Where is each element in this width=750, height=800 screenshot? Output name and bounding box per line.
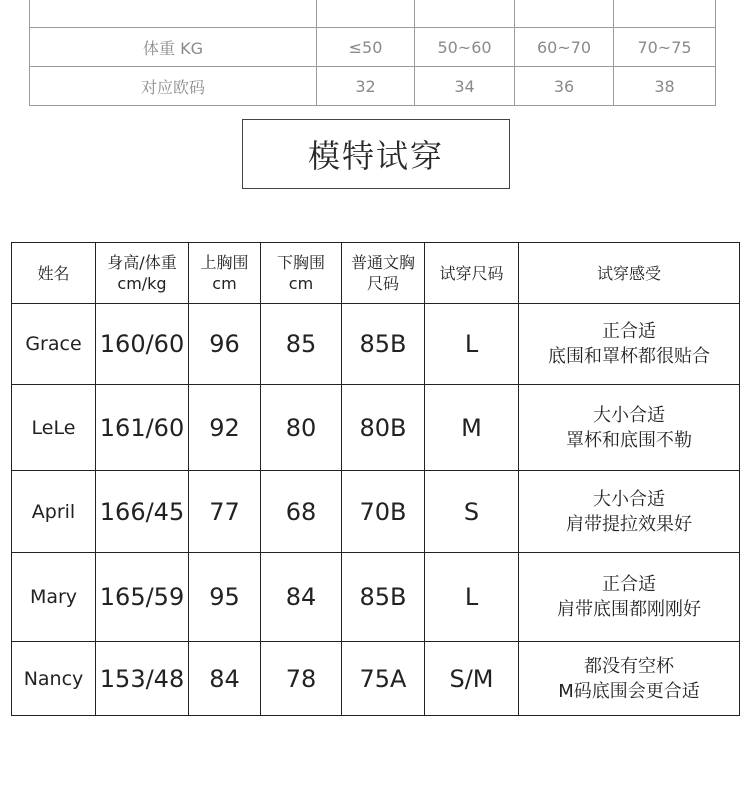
feedback-line: 都没有空杯 (584, 655, 674, 677)
feedback-line: 正合适 (602, 574, 656, 595)
under-bust-cell: 68 (261, 471, 342, 553)
table-row (12, 471, 740, 553)
feedback-line: 大小合适 (593, 404, 665, 426)
header-line: 身高/体重 (107, 253, 177, 272)
header-line: 普通文胸 (350, 253, 415, 272)
fitting-feedback-cell (519, 304, 740, 385)
try-size-cell: L (425, 304, 519, 385)
size-cell: ≤50 (317, 28, 415, 67)
bra-size-cell: 85B (342, 553, 425, 642)
height-weight-cell: 161/60 (96, 385, 189, 471)
column-header (519, 243, 740, 304)
size-cell (614, 0, 716, 28)
bra-size-cell: 70B (342, 471, 425, 553)
header-line: cm/kg (117, 274, 167, 293)
fitting-feedback-cell (519, 471, 740, 553)
feedback-line: 肩带提拉效果好 (566, 513, 692, 535)
under-bust-cell: 85 (261, 304, 342, 385)
feedback-line: 罩杯和底围不勒 (566, 429, 692, 451)
feedback-line: 底围和罩杯都很贴合 (548, 346, 710, 367)
table-row (12, 553, 740, 642)
under-bust-cell: 80 (261, 385, 342, 471)
size-cell: 36 (515, 67, 614, 106)
section-title: 模特试穿 (242, 119, 510, 189)
size-cell (317, 0, 415, 28)
size-table-row (30, 67, 716, 106)
model-name-cell: April (12, 471, 96, 553)
model-name-cell: Nancy (12, 642, 96, 716)
fitting-feedback-cell (519, 642, 740, 716)
upper-bust-cell: 77 (189, 471, 261, 553)
header-line: 试穿感受 (596, 263, 661, 283)
size-row-label: 对应欧码 (30, 67, 317, 106)
table-row (12, 304, 740, 385)
height-weight-cell: 165/59 (96, 553, 189, 642)
upper-bust-cell: 95 (189, 553, 261, 642)
size-row-label: 体重 KG (30, 28, 317, 67)
header-line: 姓名 (37, 263, 70, 283)
height-weight-cell: 166/45 (96, 471, 189, 553)
under-bust-cell: 78 (261, 642, 342, 716)
model-name-cell: LeLe (12, 385, 96, 471)
size-cell: 34 (415, 67, 515, 106)
fitting-feedback-cell (519, 385, 740, 471)
column-header (189, 243, 261, 304)
header-line: 试穿尺码 (439, 263, 504, 283)
upper-bust-cell: 92 (189, 385, 261, 471)
under-bust-cell: 84 (261, 553, 342, 642)
model-name-cell: Mary (12, 553, 96, 642)
header-line: 尺码 (366, 274, 399, 293)
try-size-cell: S (425, 471, 519, 553)
header-line: 下胸围 (276, 253, 325, 272)
size-cell (415, 0, 515, 28)
column-header (12, 243, 96, 304)
height-weight-cell: 160/60 (96, 304, 189, 385)
try-size-cell: M (425, 385, 519, 471)
upper-bust-cell: 96 (189, 304, 261, 385)
feedback-line: 大小合适 (593, 488, 665, 510)
bra-size-cell: 80B (342, 385, 425, 471)
size-cell: 50~60 (415, 28, 515, 67)
column-header (425, 243, 519, 304)
table-row (12, 385, 740, 471)
fitting-feedback-cell (519, 553, 740, 642)
column-header (342, 243, 425, 304)
header-line: cm (288, 274, 314, 293)
try-size-cell: L (425, 553, 519, 642)
table-row (12, 642, 740, 716)
size-cell: 70~75 (614, 28, 716, 67)
size-cell: 38 (614, 67, 716, 106)
bra-size-cell: 75A (342, 642, 425, 716)
table-header-row (12, 243, 740, 304)
upper-bust-cell: 84 (189, 642, 261, 716)
feedback-line: 正合适 (602, 321, 656, 342)
model-fitting-table (11, 242, 740, 716)
column-header (96, 243, 189, 304)
bra-size-cell: 85B (342, 304, 425, 385)
header-line: 上胸围 (200, 253, 249, 272)
size-cell (515, 0, 614, 28)
size-cell: 32 (317, 67, 415, 106)
size-table-row (30, 28, 716, 67)
header-line: cm (212, 274, 237, 293)
feedback-line: 肩带底围都刚刚好 (557, 599, 701, 620)
size-table (29, 0, 716, 106)
height-weight-cell: 153/48 (96, 642, 189, 716)
size-table-row (30, 0, 716, 28)
feedback-line: M码底围会更合适 (558, 680, 700, 702)
size-cell: 60~70 (515, 28, 614, 67)
try-size-cell: S/M (425, 642, 519, 716)
size-row-label (30, 0, 317, 28)
model-name-cell: Grace (12, 304, 96, 385)
column-header (261, 243, 342, 304)
